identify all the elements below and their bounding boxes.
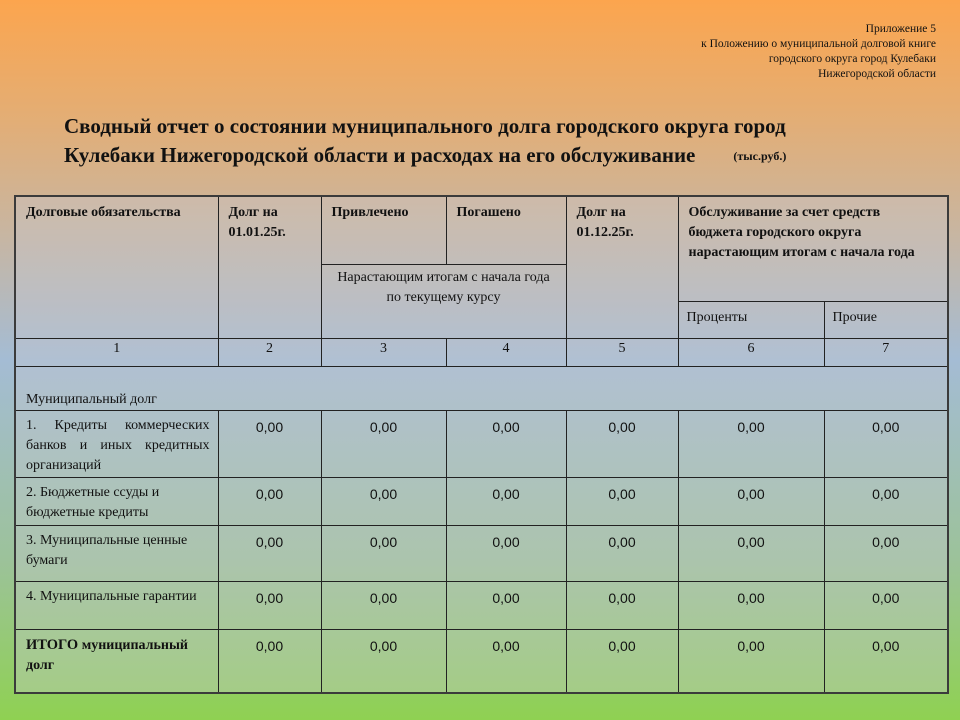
value-cell: 0,00 [824,410,948,477]
value-cell: 0,00 [824,477,948,525]
appendix-line: Нижегородской области [818,68,936,80]
table-row [15,477,948,525]
header-repaid: Погашено [446,196,566,264]
value-cell: 0,00 [566,525,678,581]
value-cell: 0,00 [321,629,446,693]
value-cell: 0,00 [446,410,566,477]
value-cell: 0,00 [566,410,678,477]
section-label: Муниципальный долг [15,366,948,410]
value-cell: 0,00 [678,525,824,581]
appendix-line: городского округа город Кулебаки [768,53,936,65]
value-cell: 0,00 [824,629,948,693]
row-label: 3. Муниципальные ценные бумаги [15,525,218,581]
value-cell: 0,00 [678,581,824,629]
value-cell: 0,00 [678,410,824,477]
title-line-2 [64,141,904,171]
header-cumulative-note: Нарастающим итогам с начала года по текущему курсу [321,264,566,338]
value-cell: 0,00 [446,629,566,693]
column-number: 5 [566,338,678,366]
value-cell: 0,00 [446,477,566,525]
column-numbers-row [15,338,948,366]
header-debt-end: Долг на 01.12.25г. [566,196,678,338]
section-row [15,366,948,410]
value-cell: 0,00 [218,629,321,693]
value-cell: 0,00 [321,410,446,477]
value-cell: 0,00 [218,410,321,477]
column-number: 2 [218,338,321,366]
appendix-note [701,22,936,82]
value-cell: 0,00 [678,629,824,693]
row-label: 1. Кредиты коммерческих банков и иных кредитных организаций [15,410,218,477]
debt-report-table [14,195,949,694]
total-label-bold: ИТОГО [26,636,79,653]
header-interest: Проценты [678,301,824,338]
total-label [15,629,218,693]
table-row [15,410,948,477]
value-cell: 0,00 [321,525,446,581]
column-number: 4 [446,338,566,366]
value-cell: 0,00 [218,477,321,525]
header-row-1 [15,196,948,264]
units-label: (тыс.руб.) [733,149,787,163]
value-cell: 0,00 [446,581,566,629]
title-line-1: Сводный отчет о состоянии муниципального долга городского округа город [64,114,786,138]
table-row [15,581,948,629]
value-cell: 0,00 [218,581,321,629]
title-line-2-text: Кулебаки Нижегородской области и расходах на его обслуживание [64,143,696,167]
header-obligations: Долговые обязательства [15,196,218,338]
value-cell: 0,00 [446,525,566,581]
header-attracted: Привлечено [321,196,446,264]
appendix-line: Приложение 5 [865,23,936,35]
value-cell: 0,00 [678,477,824,525]
row-label: 2. Бюджетные ссуды и бюджетные кредиты [15,477,218,525]
value-cell: 0,00 [566,629,678,693]
value-cell: 0,00 [321,477,446,525]
column-number: 7 [824,338,948,366]
value-cell: 0,00 [566,581,678,629]
value-cell: 0,00 [218,525,321,581]
value-cell: 0,00 [824,525,948,581]
column-number: 3 [321,338,446,366]
column-number: 6 [678,338,824,366]
header-service: Обслуживание за счет средств бюджета городского округа нарастающим итогам с начала года [678,196,948,301]
table-row [15,525,948,581]
total-label-rest: муниципальный долг [26,637,188,673]
value-cell: 0,00 [321,581,446,629]
total-row [15,629,948,693]
header-other: Прочие [824,301,948,338]
column-number: 1 [15,338,218,366]
row-label: 4. Муниципальные гарантии [15,581,218,629]
header-debt-start: Долг на 01.01.25г. [218,196,321,338]
value-cell: 0,00 [566,477,678,525]
report-title [64,112,904,171]
appendix-line: к Положению о муниципальной долговой книге [701,38,936,50]
value-cell: 0,00 [824,581,948,629]
